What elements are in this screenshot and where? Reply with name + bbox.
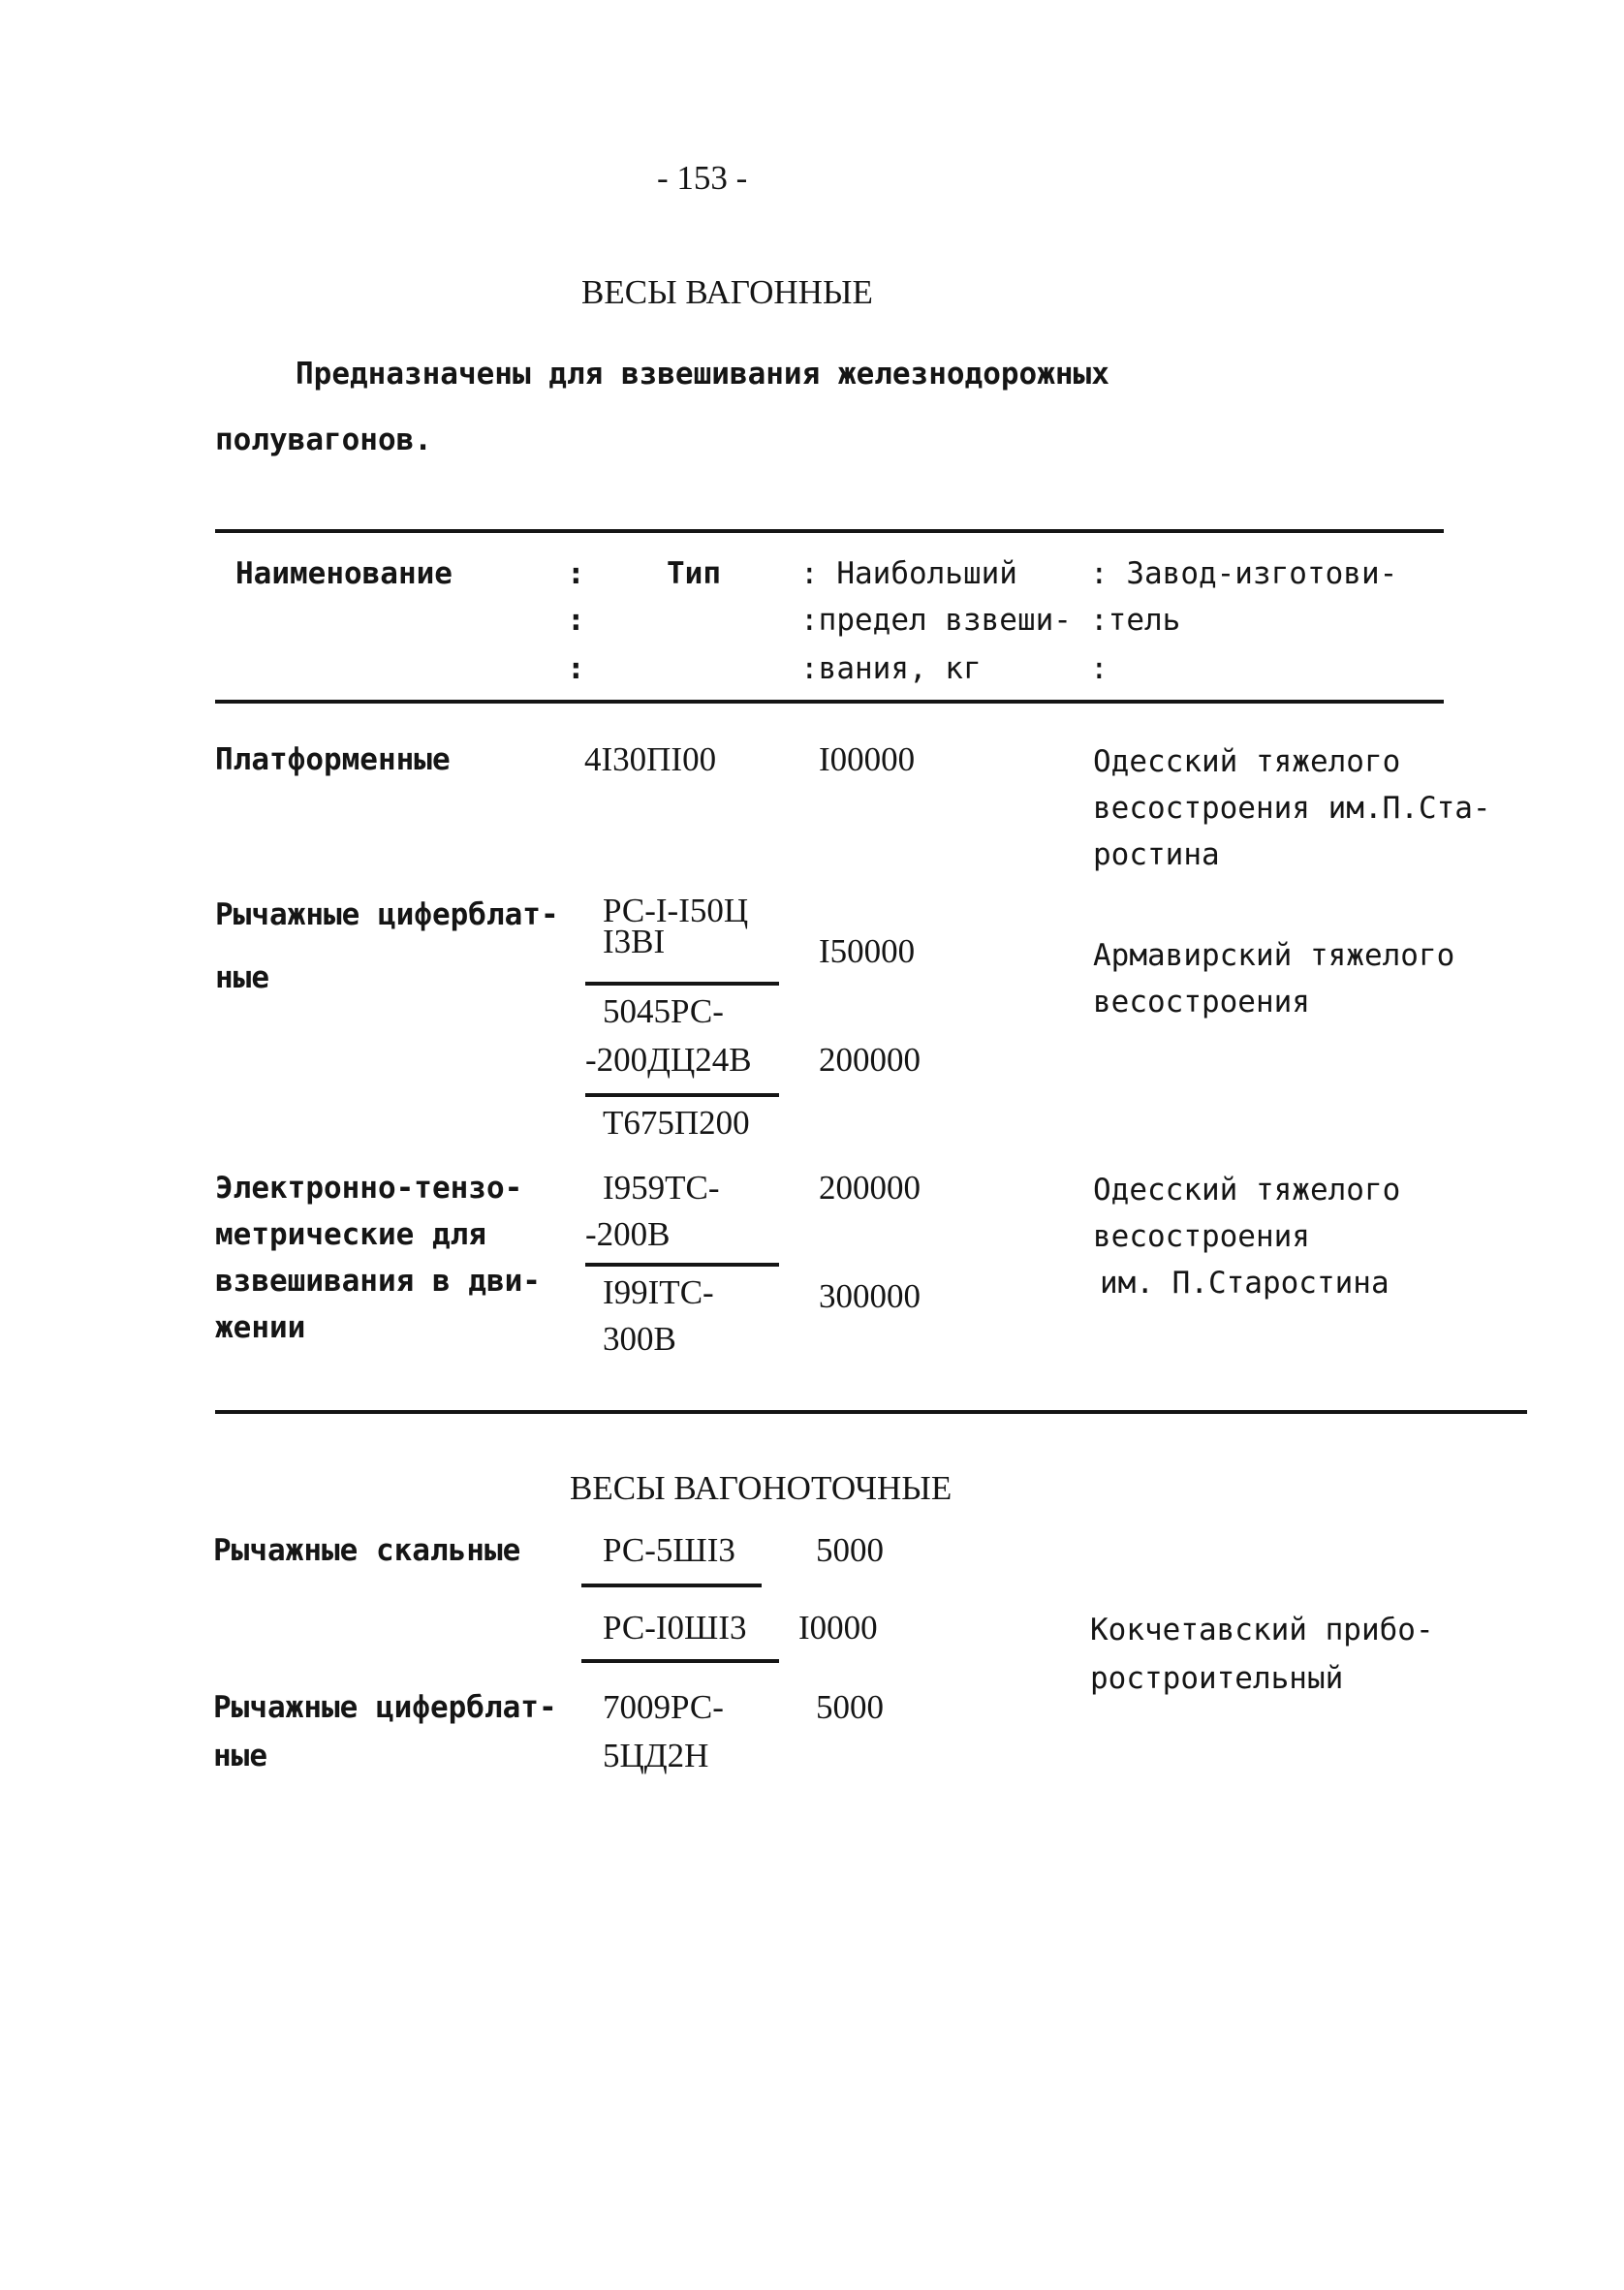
row-name-line-4: жении <box>215 1310 306 1345</box>
header-maker-line-2: :тель <box>1090 603 1181 638</box>
row-maker-line-1: Одесский тяжелого <box>1093 744 1401 779</box>
row-type-2: РС-I0ШI3 <box>603 1609 747 1647</box>
type-divider <box>585 1263 779 1267</box>
row-name-line-2: метрические для <box>215 1217 486 1252</box>
type-divider <box>581 1659 779 1663</box>
row-type-1-line-1: I959ТС- <box>603 1169 720 1207</box>
row-name-line-1: Электронно-тензо- <box>215 1171 523 1206</box>
row-type-line-2: 5ЦД2Н <box>603 1737 709 1774</box>
row-limit: 5000 <box>816 1688 884 1726</box>
row-maker-line-1: Армавирский тяжелого <box>1093 938 1455 973</box>
row-type-1-line-2: I3BI <box>603 923 666 960</box>
row-limit-1: 200000 <box>819 1169 921 1207</box>
row-limit-2: 300000 <box>819 1277 921 1315</box>
row-type-1-line-1: РС-I-I50Ц <box>603 892 749 929</box>
row-name-line-1: Рычажные циферблат- <box>213 1690 557 1725</box>
table-top-rule <box>215 529 1444 533</box>
row-type-line-1: 7009РС- <box>603 1688 724 1726</box>
row-type-3: Т675П200 <box>603 1104 750 1142</box>
row-limit-1: I50000 <box>819 932 916 970</box>
type-divider <box>585 982 779 986</box>
intro-line-1: Предназначены для взвешивания железнодорожных <box>296 357 1109 392</box>
section-title-wagon-scales: ВЕСЫ ВАГОННЫЕ <box>581 273 873 311</box>
intro-line-2: полувагонов. <box>215 423 432 457</box>
row-limit-2: I0000 <box>798 1609 878 1647</box>
table-bottom-rule <box>215 1410 1527 1414</box>
row-type-2-line-2: -200ДЦ24В <box>585 1041 752 1079</box>
header-maker-line-1: : Завод-изготови- <box>1090 556 1398 591</box>
type-divider <box>585 1093 779 1097</box>
row-type-1: РС-5ШI3 <box>603 1531 735 1569</box>
row-maker-line-2: весостроения им.П.Ста- <box>1093 791 1491 826</box>
row-type-2-line-2: 300В <box>603 1320 676 1358</box>
row-maker-line-3: ростина <box>1093 837 1220 872</box>
header-limit-line-1: : Наибольший <box>800 556 1017 591</box>
row-name-line-2: ные <box>215 960 269 995</box>
row-limit-2: 200000 <box>819 1041 921 1079</box>
row-maker-line-3: им. П.Старостина <box>1100 1266 1390 1301</box>
row-name: Платформенные <box>215 742 451 777</box>
row-maker-line-1: Кокчетавский прибо- <box>1090 1613 1434 1647</box>
header-separator: : <box>567 556 585 591</box>
table-header-rule <box>215 700 1444 704</box>
header-limit-line-3: :вания, кг <box>800 651 982 686</box>
header-separator: : <box>567 651 585 686</box>
row-maker-line-2: ростроительный <box>1090 1661 1344 1696</box>
header-limit-line-2: :предел взвеши- <box>800 603 1072 638</box>
header-maker-line-3: : <box>1090 651 1109 686</box>
row-type-2-line-1: I99IТС- <box>603 1273 714 1311</box>
row-maker-line-2: весостроения <box>1093 985 1310 1020</box>
row-name-line-3: взвешивания в дви- <box>215 1264 541 1299</box>
row-name-line-2: ные <box>213 1739 267 1773</box>
page-number: - 153 - <box>657 159 748 197</box>
row-limit: I00000 <box>819 740 916 778</box>
row-name-line-1: Рычажные циферблат- <box>215 897 559 932</box>
header-type: Тип <box>667 556 721 591</box>
header-name: Наименование <box>235 556 453 591</box>
row-limit-1: 5000 <box>816 1531 884 1569</box>
section-title-mine-car-scales: ВЕСЫ ВАГОНОТОЧНЫЕ <box>570 1469 953 1507</box>
row-maker-line-2: весостроения <box>1093 1219 1310 1254</box>
type-divider <box>581 1584 762 1587</box>
header-separator: : <box>567 603 585 638</box>
row-type-2-line-1: 5045РС- <box>603 992 724 1030</box>
row-type-1-line-2: -200В <box>585 1215 671 1253</box>
row-maker-line-1: Одесский тяжелого <box>1093 1173 1401 1208</box>
row-name: Рычажные скальные <box>213 1533 521 1568</box>
row-type: 4I30ПI00 <box>584 740 717 778</box>
